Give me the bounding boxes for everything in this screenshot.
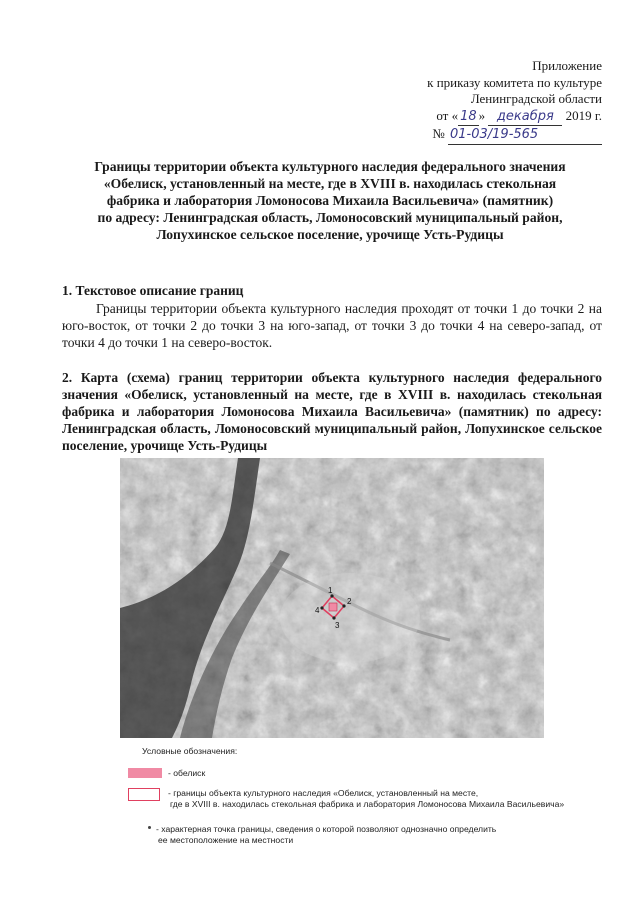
header-date: от « 18 » декабря 2019 г.: [342, 108, 602, 127]
section-1-heading: 1. Текстовое описание границ: [62, 283, 244, 298]
satellite-map: [120, 458, 544, 738]
obelisk-marker: [329, 603, 337, 611]
legend-boundary-text-2: где в XVIII в. находилась стекольная фабрика и лаборатория Ломоносова Михаила Васильевича»: [170, 799, 565, 809]
point-label-1: 1: [328, 586, 333, 595]
date-month: декабря: [488, 109, 562, 127]
boundary-point-4: [320, 606, 323, 609]
legend-point-text-2: ее местоположение на местности: [158, 835, 294, 845]
date-day: 18: [458, 109, 479, 127]
section-2-heading: 2. Карта (схема) границ территории объекта культурного наследия федерального значения «Обелиск, установленный на месте, где в XVIII в. находилась стекольная фабрика и лаборатория Ломоносова Михаила Васильевича» (памятник) по адресу: Ленинградская область, Ломоносовский муниципальный район, Лопухинское сельское поселение, урочище Усть-Рудицы: [62, 370, 602, 453]
boundary-point-3: [332, 616, 335, 619]
point-label-3: 3: [335, 621, 340, 630]
order-number: 01-03/19-565: [448, 127, 602, 145]
boundary-point-swatch: [148, 826, 151, 829]
legend-obelisk-text: - обелиск: [168, 768, 206, 778]
obelisk-swatch: [128, 768, 162, 778]
point-label-2: 2: [347, 597, 352, 606]
boundary-swatch: [128, 788, 160, 801]
header-line-1: Приложение: [532, 58, 602, 73]
header-number: № 01-03/19-565: [342, 126, 602, 145]
header-line-2: к приказу комитета по культуре: [427, 74, 602, 90]
date-year: 2019 г.: [565, 107, 602, 123]
section-1-text: Границы территории объекта культурного наследия проходят от точки 1 до точки 2 на юго-восток, от точки 2 до точки 3 на юго-запад, от точки 3 до точки 4 на северо-запад, от точки 4 до точки 1 на северо-восток.: [62, 301, 602, 350]
legend-title: Условные обозначения:: [142, 746, 238, 756]
legend-point-text-1: - характерная точка границы, сведения о которой позволяют однозначно определить: [156, 824, 497, 834]
document-title: Границы территории объекта культурного наследия федерального значения «Обелиск, установленный на месте, где в XVIII в. находилась стекольная фабрика и лаборатория Ломоносова Михаила Васильевича» (памятник) по адресу: Ленинградская область, Ломоносовский муниципальный район, Лопухинское сельское поселение, урочище Усть-Рудицы: [94, 159, 566, 242]
header-line-3: Ленинградской области: [470, 91, 602, 106]
point-label-4: 4: [315, 606, 320, 615]
legend-boundary-text-1: - границы объекта культурного наследия «Обелиск, установленный на месте,: [168, 788, 479, 798]
boundary-point-2: [342, 604, 345, 607]
approval-header: [342, 58, 602, 145]
